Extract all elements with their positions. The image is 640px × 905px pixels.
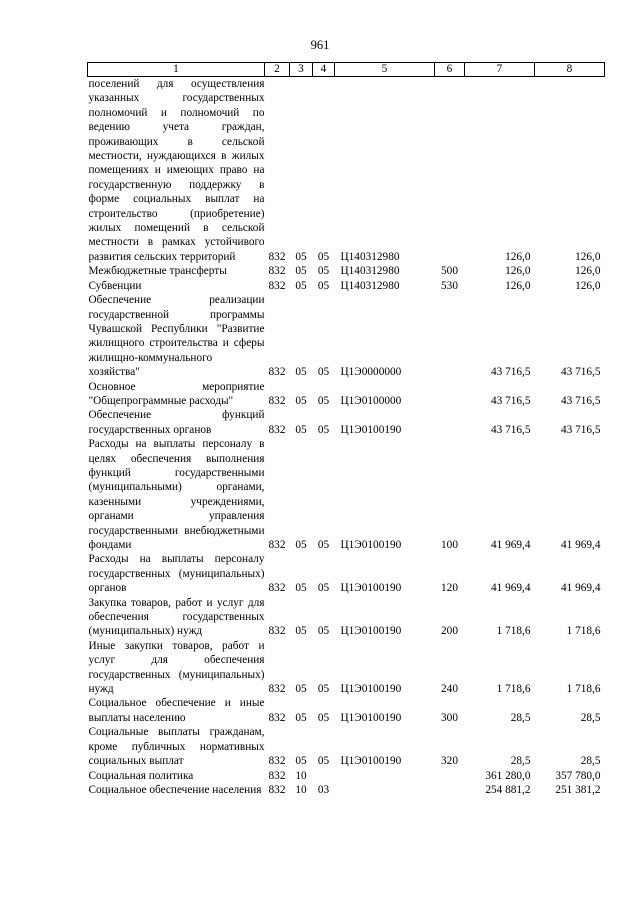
row-amount-year-1: 43 716,5 xyxy=(490,366,531,379)
row-section: 05 xyxy=(295,279,307,292)
row-section: 05 xyxy=(295,625,307,638)
budget-table xyxy=(87,62,605,797)
table-row xyxy=(88,408,605,437)
row-amount-year-2: 1 718,6 xyxy=(566,683,601,696)
table-row xyxy=(88,437,605,552)
row-section: 05 xyxy=(295,582,307,595)
row-target-article: Ц1Э0100000 xyxy=(340,394,402,407)
column-header: 2 xyxy=(265,63,290,77)
row-name: поселений для осуществления указанных государственных полномочий и полномочий по ведению учета граждан, проживающих в сельской местности, нуждающихся в жилых помещениях и имеющих право на государственную поддержку в форме социальных выплат на строительство (приобретение) жилых помещений в сельской местности в рамках устойчивого развития сельских территорий xyxy=(88,78,265,263)
row-section: 05 xyxy=(295,539,307,551)
row-amount-year-1: 43 716,5 xyxy=(490,423,531,436)
row-subsection: 05 xyxy=(317,423,330,436)
row-amount-year-1: 126,0 xyxy=(505,265,531,278)
row-expense-type xyxy=(435,380,465,409)
row-expense-type: 120 xyxy=(441,582,458,595)
row-target-article: Ц1Э0100190 xyxy=(340,711,402,724)
row-section: 05 xyxy=(295,394,307,407)
row-target-article: Ц1Э0100190 xyxy=(340,582,402,595)
row-amount-year-1: 361 280,0 xyxy=(485,769,531,782)
row-name: Обеспечение функций государственных органов xyxy=(88,409,265,436)
row-amount-year-2: 28,5 xyxy=(580,755,601,768)
row-admin-code: 832 xyxy=(268,625,286,638)
page-number: 961 xyxy=(310,38,330,52)
row-amount-year-2: 43 716,5 xyxy=(560,394,601,407)
column-header: 4 xyxy=(313,63,335,77)
row-expense-type xyxy=(435,783,465,797)
row-admin-code: 832 xyxy=(268,783,286,796)
table-row xyxy=(88,596,605,639)
row-name: Обеспечение реализации государственной программы Чувашской Республики "Развитие жилищного строительства и сферы жилищно-коммунального хозяйства" xyxy=(88,294,265,379)
row-amount-year-2: 41 969,4 xyxy=(560,582,601,595)
table-row xyxy=(88,696,605,725)
row-target-article xyxy=(335,769,435,783)
row-admin-code: 832 xyxy=(268,582,286,595)
row-target-article: Ц1Э0100190 xyxy=(340,625,402,638)
row-expense-type: 530 xyxy=(441,279,458,292)
row-amount-year-1: 28,5 xyxy=(510,711,531,724)
row-subsection: 05 xyxy=(317,582,330,595)
row-admin-code: 832 xyxy=(268,423,286,436)
row-section: 05 xyxy=(295,423,307,436)
row-target-article xyxy=(335,783,435,797)
row-name: Расходы на выплаты персоналу в целях обеспечения выполнения функций государственными (муниципальными) органами, казенными учреждениями, органами управления государственными внебюджетными фондами xyxy=(88,438,265,551)
row-admin-code: 832 xyxy=(268,755,286,768)
row-subsection: 05 xyxy=(317,394,330,407)
column-header: 7 xyxy=(465,63,535,77)
row-name: Социальная политика xyxy=(88,769,194,782)
row-amount-year-1: 1 718,6 xyxy=(496,625,531,638)
table-row xyxy=(88,77,605,265)
column-header: 6 xyxy=(435,63,465,77)
row-target-article: Ц1Э0100190 xyxy=(340,539,402,551)
row-target-article: Ц140312980 xyxy=(340,279,400,292)
row-expense-type xyxy=(435,769,465,783)
table-row xyxy=(88,279,605,293)
row-amount-year-2: 1 718,6 xyxy=(566,625,601,638)
row-admin-code: 832 xyxy=(268,539,286,551)
row-name: Социальное обеспечение и иные выплаты населению xyxy=(88,697,265,724)
row-amount-year-2: 251 381,2 xyxy=(555,783,601,796)
table-header-row xyxy=(88,63,605,77)
row-subsection: 05 xyxy=(317,539,330,551)
row-target-article: Ц1Э0100190 xyxy=(340,755,402,768)
table-body xyxy=(88,77,605,798)
row-admin-code: 832 xyxy=(268,250,286,263)
row-amount-year-1: 126,0 xyxy=(505,279,531,292)
row-expense-type xyxy=(435,408,465,437)
row-section: 10 xyxy=(295,783,307,796)
row-expense-type xyxy=(435,293,465,379)
row-subsection: 05 xyxy=(317,265,330,278)
row-amount-year-1: 28,5 xyxy=(510,755,531,768)
table-row xyxy=(88,783,605,797)
row-subsection: 05 xyxy=(317,625,330,638)
row-target-article: Ц1Э0100190 xyxy=(340,423,402,436)
table-row xyxy=(88,293,605,379)
row-subsection: 05 xyxy=(317,250,330,263)
row-name: Расходы на выплаты персоналу государственных (муниципальных) органов xyxy=(88,553,265,595)
row-target-article: Ц1Э0000000 xyxy=(340,366,402,379)
row-admin-code: 832 xyxy=(268,394,286,407)
column-header: 8 xyxy=(535,63,605,77)
row-amount-year-2: 43 716,5 xyxy=(560,366,601,379)
row-expense-type: 300 xyxy=(441,711,458,724)
row-amount-year-2: 126,0 xyxy=(575,265,601,278)
row-admin-code: 832 xyxy=(268,711,286,724)
row-amount-year-1: 41 969,4 xyxy=(490,539,531,551)
table-row xyxy=(88,639,605,697)
table-row xyxy=(88,264,605,278)
row-section: 05 xyxy=(295,755,307,768)
row-admin-code: 832 xyxy=(268,265,286,278)
row-subsection xyxy=(313,769,335,783)
row-subsection: 05 xyxy=(317,366,330,379)
row-subsection: 05 xyxy=(317,683,330,696)
row-section: 05 xyxy=(295,683,307,696)
row-amount-year-1: 43 716,5 xyxy=(490,394,531,407)
row-amount-year-1: 41 969,4 xyxy=(490,582,531,595)
row-name: Социальные выплаты гражданам, кроме публичных нормативных социальных выплат xyxy=(88,726,265,768)
row-expense-type: 100 xyxy=(441,539,458,551)
column-header: 3 xyxy=(290,63,313,77)
row-target-article: Ц140312980 xyxy=(340,250,400,263)
row-admin-code: 832 xyxy=(268,769,286,782)
row-amount-year-2: 43 716,5 xyxy=(560,423,601,436)
row-target-article: Ц140312980 xyxy=(340,265,400,278)
row-amount-year-1: 254 881,2 xyxy=(485,783,531,796)
row-name: Основное мероприятие "Общепрограммные расходы" xyxy=(88,380,265,407)
row-section: 05 xyxy=(295,366,307,379)
row-section: 10 xyxy=(295,769,307,782)
row-admin-code: 832 xyxy=(268,683,286,696)
row-amount-year-2: 357 780,0 xyxy=(555,769,601,782)
table-row xyxy=(88,552,605,595)
row-amount-year-2: 28,5 xyxy=(580,711,601,724)
row-name: Субвенции xyxy=(88,279,142,292)
row-name: Межбюджетные трансферты xyxy=(88,265,227,278)
table-row xyxy=(88,380,605,409)
row-subsection: 05 xyxy=(317,279,330,292)
column-header: 1 xyxy=(88,63,265,77)
column-header: 5 xyxy=(335,63,435,77)
row-section: 05 xyxy=(295,265,307,278)
row-subsection: 03 xyxy=(317,783,330,796)
row-name: Закупка товаров, работ и услуг для обеспечения государственных (муниципальных) нужд xyxy=(88,596,265,638)
table-row xyxy=(88,725,605,768)
row-amount-year-2: 41 969,4 xyxy=(560,539,601,551)
row-admin-code: 832 xyxy=(268,366,286,379)
row-expense-type: 500 xyxy=(441,265,458,278)
table-row xyxy=(88,769,605,783)
row-target-article: Ц1Э0100190 xyxy=(340,683,402,696)
row-expense-type: 240 xyxy=(441,683,458,696)
row-subsection: 05 xyxy=(317,755,330,768)
row-amount-year-2: 126,0 xyxy=(575,250,601,263)
row-amount-year-2: 126,0 xyxy=(575,279,601,292)
row-expense-type xyxy=(435,77,465,265)
row-subsection: 05 xyxy=(317,711,330,724)
row-expense-type: 200 xyxy=(441,625,458,638)
row-amount-year-1: 1 718,6 xyxy=(496,683,531,696)
row-amount-year-1: 126,0 xyxy=(505,250,531,263)
row-expense-type: 320 xyxy=(441,755,458,768)
row-name: Иные закупки товаров, работ и услуг для обеспечения государственных (муниципальных) нужд xyxy=(88,639,265,696)
row-name: Социальное обеспечение населения xyxy=(88,783,262,796)
row-section: 05 xyxy=(295,250,307,263)
row-section: 05 xyxy=(295,711,307,724)
row-admin-code: 832 xyxy=(268,279,286,292)
